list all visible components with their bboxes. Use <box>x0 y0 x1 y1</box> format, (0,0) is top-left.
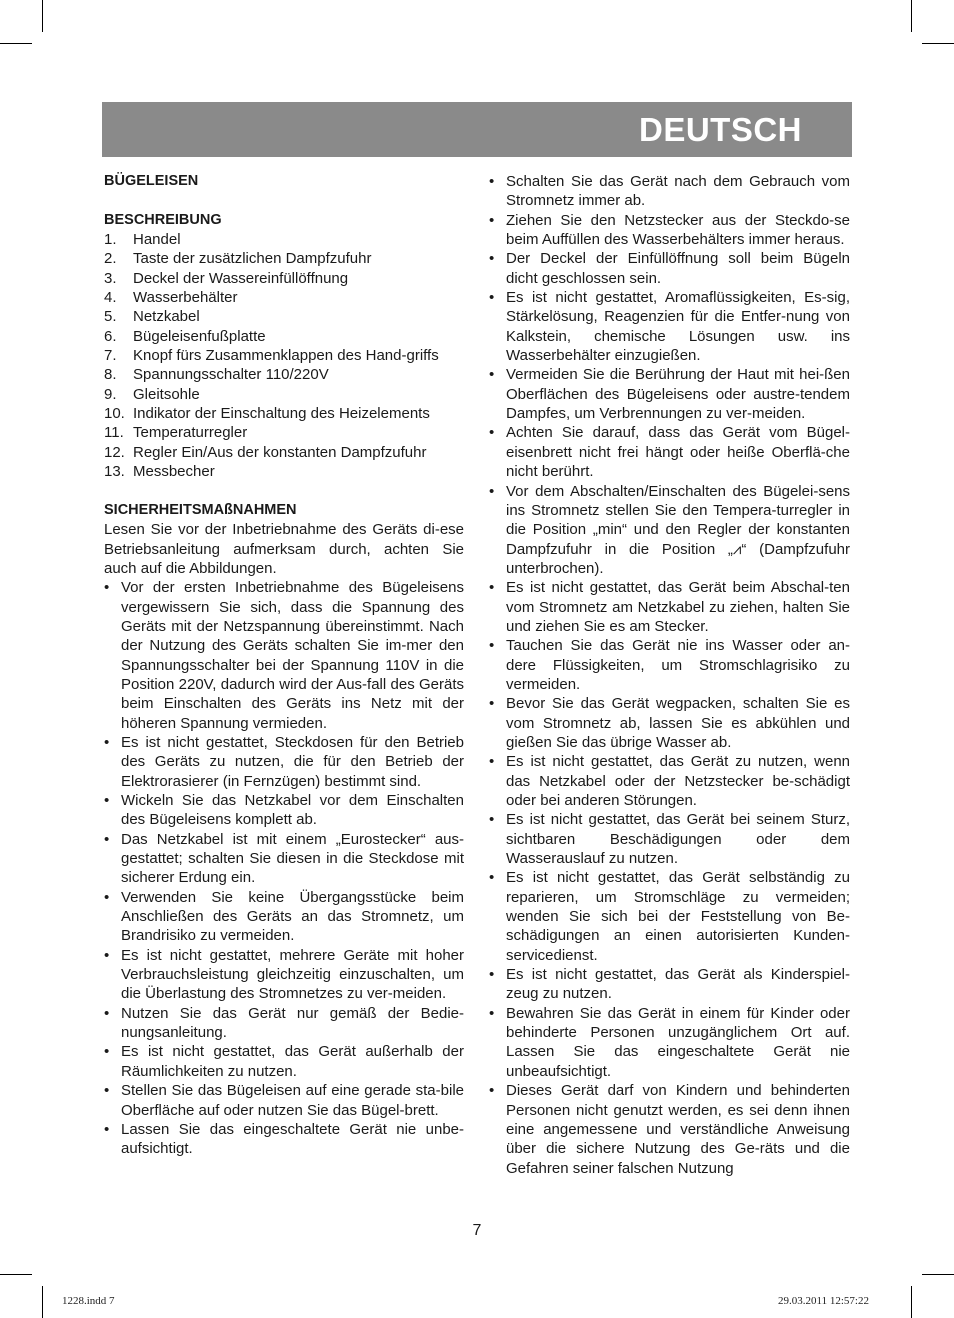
safety-item: • Es ist nicht gestattet, Steckdosen für den Betrieb des Geräts zu nutzen, die für den Betrieb der Elektrorasierer (in Fernzügen) bestimmt sind. <box>104 733 464 791</box>
item-number: 7. <box>104 347 117 365</box>
safety-item: • Vor dem Abschalten/Einschalten des Bügelei-sens ins Stromnetz stellen Sie den Tempera-turregler in die Position „min“ und den Regler der konstanten Dampfzufuhr in die Position „⩘“ (Dampfzufuhr unterbrochen). <box>489 482 850 579</box>
crop-mark <box>0 1274 32 1275</box>
safety-item: • Nutzen Sie das Gerät nur gemäß der Bedie-nungsanleitung. <box>104 1004 464 1043</box>
safety-item: • Schalten Sie das Gerät nach dem Gebrauch vom Stromnetz immer ab. <box>489 172 850 211</box>
item-number: 1. <box>104 231 117 249</box>
item-text: Netzkabel <box>133 308 200 326</box>
crop-mark <box>922 43 954 44</box>
safety-list-left <box>104 578 464 1158</box>
safety-item: • Bewahren Sie das Gerät in einem für Kinder oder behinderte Personen unzugänglichem Ort auf. Lassen Sie das eingeschaltete Gerät nie unbeaufsichtigt. <box>489 1004 850 1081</box>
item-text: Temperaturregler <box>133 424 248 442</box>
item-text: Regler Ein/Aus der konstanten Dampfzufuhr <box>133 443 427 461</box>
item-number: 2. <box>104 250 117 268</box>
safety-intro: Lesen Sie vor der Inbetriebnahme des Geräts di-ese Betriebsanleitung aufmerksam durch, achten Sie auch auf die Abbildungen. <box>104 521 464 577</box>
description-item <box>104 385 464 404</box>
description-item <box>104 327 464 346</box>
item-number: 12. <box>104 443 125 461</box>
crop-mark <box>0 43 32 44</box>
item-number: 4. <box>104 289 117 307</box>
safety-item: • Vermeiden Sie die Berührung der Haut mit hei-ßen Oberflächen des Bügeleisens oder austre-tendem Dampfes, um Verbrennungen zu ver-meiden. <box>489 365 850 423</box>
item-text: Handel <box>133 231 181 249</box>
item-number: 10. <box>104 405 125 423</box>
safety-item: • Es ist nicht gestattet, das Gerät selbständig zu reparieren, um Stromschläge zu vermeiden; wenden Sie sich bei der Feststellung von Be-schädigungen an einen autorisierten Kunden-servicedienst. <box>489 868 850 965</box>
item-text: Indikator der Einschaltung des Heizelements <box>133 405 430 423</box>
safety-item: • Es ist nicht gestattet, das Gerät beim Abschal-ten vom Stromnetz am Netzkabel zu ziehen, halten Sie und ziehen Sie es am Stecker. <box>489 578 850 636</box>
safety-item: • Es ist nicht gestattet, das Gerät außerhalb der Räumlichkeiten zu nutzen. <box>104 1042 464 1081</box>
description-item <box>104 249 464 268</box>
safety-item: • Dieses Gerät darf von Kindern und behinderten Personen nicht genutzt werden, es sei denn ihnen eine angemessene und verständliche Anweisung über die sichere Nutzung des Ge-räts und die Gefahren seiner falschen Nutzung <box>489 1081 850 1178</box>
description-heading: BESCHREIBUNG <box>104 211 222 228</box>
safety-item: • Es ist nicht gestattet, das Gerät bei seinem Sturz, sichtbaren Beschädigungen oder dem Wasserauslauf zu nutzen. <box>489 810 850 868</box>
description-list <box>104 230 464 481</box>
item-number: 13. <box>104 463 125 481</box>
safety-item: • Ziehen Sie den Netzstecker aus der Steckdo-se beim Auffüllen des Wasserbehälters immer heraus. <box>489 211 850 250</box>
description-item <box>104 346 464 365</box>
document-title: BÜGELEISEN <box>104 173 199 189</box>
footer-timestamp: 29.03.2011 12:57:22 <box>778 1295 869 1307</box>
right-column <box>489 172 850 1178</box>
item-text: Taste der zusätzlichen Dampfzufuhr <box>133 250 372 268</box>
language-title: DEUTSCH <box>638 111 802 148</box>
item-text: Deckel der Wassereinfüllöffnung <box>133 269 349 287</box>
safety-item: • Es ist nicht gestattet, das Gerät als Kinderspiel-zeug zu nutzen. <box>489 965 850 1004</box>
safety-item: • Es ist nicht gestattet, Aromaflüssigkeiten, Es-sig, Stärkelösung, Reagenzien für die Entfer-nung von Kalkstein, chemische Lösungen usw. ins Wasserbehälter einzugießen. <box>489 288 850 365</box>
item-text: Bügeleisenfußplatte <box>133 327 266 345</box>
safety-item: • Stellen Sie das Bügeleisen auf eine gerade sta-bile Oberfläche auf oder nutzen Sie das Bügel-brett. <box>104 1081 464 1120</box>
safety-item: • Wickeln Sie das Netzkabel vor dem Einschalten des Bügeleisens komplett ab. <box>104 791 464 830</box>
crop-mark <box>42 1286 43 1318</box>
item-text: Wasserbehälter <box>133 289 238 307</box>
safety-item: • Es ist nicht gestattet, mehrere Geräte mit hoher Verbrauchsleistung gleichzeitig einzuschalten, um die Überlastung des Stromnetzes zu ver-meiden. <box>104 946 464 1004</box>
item-number: 3. <box>104 269 117 287</box>
safety-item: • Tauchen Sie das Gerät nie ins Wasser oder an-dere Flüssigkeiten, um Stromschlagrisiko zu vermeiden. <box>489 636 850 694</box>
crop-mark <box>911 0 912 32</box>
safety-item: • Lassen Sie das eingeschaltete Gerät nie unbe-aufsichtigt. <box>104 1120 464 1159</box>
item-number: 6. <box>104 327 117 345</box>
description-item <box>104 404 464 423</box>
description-item <box>104 288 464 307</box>
footer-file: 1228.indd 7 <box>62 1295 115 1307</box>
description-item <box>104 307 464 326</box>
description-item <box>104 269 464 288</box>
page-number: 7 <box>472 1222 482 1239</box>
description-item <box>104 230 464 249</box>
description-item <box>104 462 464 481</box>
left-column <box>104 172 464 1159</box>
crop-mark <box>911 1286 912 1318</box>
language-banner <box>102 102 852 157</box>
safety-list-right <box>489 172 850 1178</box>
item-text: Spannungsschalter 110/220V <box>133 366 329 384</box>
description-item <box>104 443 464 462</box>
crop-mark <box>922 1274 954 1275</box>
safety-item: • Bevor Sie das Gerät wegpacken, schalten Sie es vom Stromnetz ab, lassen Sie es abkühlen und gießen Sie das übrige Wasser ab. <box>489 694 850 752</box>
item-number: 9. <box>104 385 117 403</box>
description-item <box>104 423 464 442</box>
crop-mark <box>42 0 43 32</box>
item-text: Gleitsohle <box>133 385 200 403</box>
item-text: Knopf fürs Zusammenklappen des Hand-griffs <box>133 347 439 365</box>
safety-item: • Das Netzkabel ist mit einem „Eurostecker“ aus-gestattet; schalten Sie diesen in die Steckdose mit sicherer Erdung ein. <box>104 830 464 888</box>
safety-heading: SICHERHEITSMAßNAHMEN <box>104 501 297 518</box>
item-number: 11. <box>104 424 124 442</box>
safety-item: • Achten Sie darauf, dass das Gerät vom Bügel-eisenbrett nicht frei hängt oder heiße Oberflä-che nicht berührt. <box>489 423 850 481</box>
item-number: 5. <box>104 308 117 326</box>
description-item <box>104 365 464 384</box>
safety-item: • Verwenden Sie keine Übergangsstücke beim Anschließen des Geräts an das Stromnetz, um Brandrisiko zu vermeiden. <box>104 888 464 946</box>
safety-item: • Es ist nicht gestattet, das Gerät zu nutzen, wenn das Netzkabel oder der Netzstecker be-schädigt oder bei anderen Störungen. <box>489 752 850 810</box>
safety-item: • Der Deckel der Einfüllöffnung soll beim Bügeln dicht geschlossen sein. <box>489 249 850 288</box>
item-number: 8. <box>104 366 117 384</box>
item-text: Messbecher <box>133 463 215 481</box>
safety-item: • Vor der ersten Inbetriebnahme des Bügeleisens vergewissern Sie sich, dass die Spannung des Geräts mit der Netzspannung übereinstimmt. Nach der Nutzung des Geräts schalten Sie im-mer den Spannungsschalter bei der Spannung 110V in die Position 220V, dadurch wird der Aus-fall des Geräts beim Einschalten des Geräts ins Netz mit der höheren Spannung vermieden. <box>104 578 464 733</box>
